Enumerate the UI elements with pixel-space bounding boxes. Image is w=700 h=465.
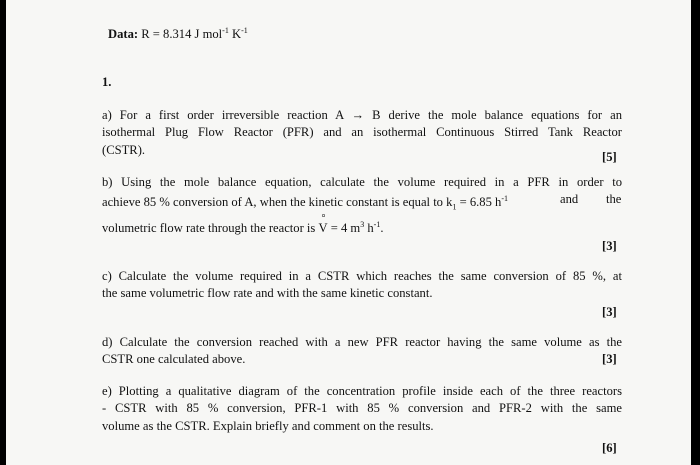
part-e-marks: [6]: [602, 441, 617, 455]
part-b-line-3: [102, 217, 384, 236]
rate-constant-exp: -1: [501, 194, 508, 203]
gas-constant-exp2: -1: [241, 26, 248, 35]
part-b-line-3-text: volumetric flow rate through the reactor is: [102, 221, 319, 236]
part-b-line-3-end: .: [380, 221, 384, 236]
gas-constant: R = 8.314 J mol: [141, 27, 223, 42]
data-constant-line: [108, 26, 248, 42]
flow-rate-exp2: -1: [373, 220, 381, 229]
part-e-line-3: volume as the CSTR. Explain briefly and comment on the results.: [102, 419, 434, 433]
gas-constant-unit-k: K: [228, 27, 242, 42]
part-b-and: and: [560, 192, 579, 206]
part-a-marks: [5]: [602, 150, 617, 164]
flow-rate-unit-h: h: [364, 221, 374, 236]
rate-constant-subscript: 1: [452, 202, 457, 212]
part-d-marks: [3]: [602, 352, 617, 366]
part-a-line-1: a) For a first order irreversible reaction A → B derive the mole balance equations for an: [102, 108, 622, 122]
part-a-line-2: isothermal Plug Flow Reactor (PFR) and an isothermal Continuous Stirred Tank Reactor: [102, 125, 622, 139]
part-b-marks: [3]: [602, 239, 617, 253]
flow-rate-exp1: 3: [360, 220, 365, 229]
part-a-line-3: (CSTR).: [102, 143, 146, 157]
part-b-the: the: [606, 192, 622, 206]
part-c-line-2: the same volumetric flow rate and with the same kinetic constant.: [102, 286, 433, 300]
gas-constant-exp1: -1: [222, 26, 229, 35]
document-page: [6, 0, 691, 465]
rate-constant-value: = 6.85 h: [456, 195, 502, 210]
part-c-marks: [3]: [602, 305, 617, 319]
part-e-line-2: - CSTR with 85 % conversion, PFR-1 with 85 % conversion and PFR-2 with the same: [102, 401, 622, 415]
data-label: Data:: [108, 27, 139, 42]
part-b-line-1: b) Using the mole balance equation, calculate the volume required in a PFR in order to: [102, 175, 622, 189]
part-b-line-2-text: achieve 85 % conversion of A, when the kinetic constant is equal to k: [102, 195, 453, 210]
part-d-line-1: d) Calculate the conversion reached with a new PFR reactor having the same volume as the: [102, 335, 622, 349]
part-e-line-1: e) Plotting a qualitative diagram of the concentration profile inside each of the three reactors: [102, 384, 622, 398]
part-b-line-2: [102, 191, 508, 216]
question-number: 1.: [102, 75, 112, 89]
flow-rate-symbol: ° V: [318, 220, 327, 236]
part-c-line-1: c) Calculate the volume required in a CSTR which reaches the same conversion of 85 %, at: [102, 269, 622, 283]
part-d-line-2: CSTR one calculated above.: [102, 352, 246, 366]
flow-rate-value: = 4 m: [327, 221, 361, 236]
